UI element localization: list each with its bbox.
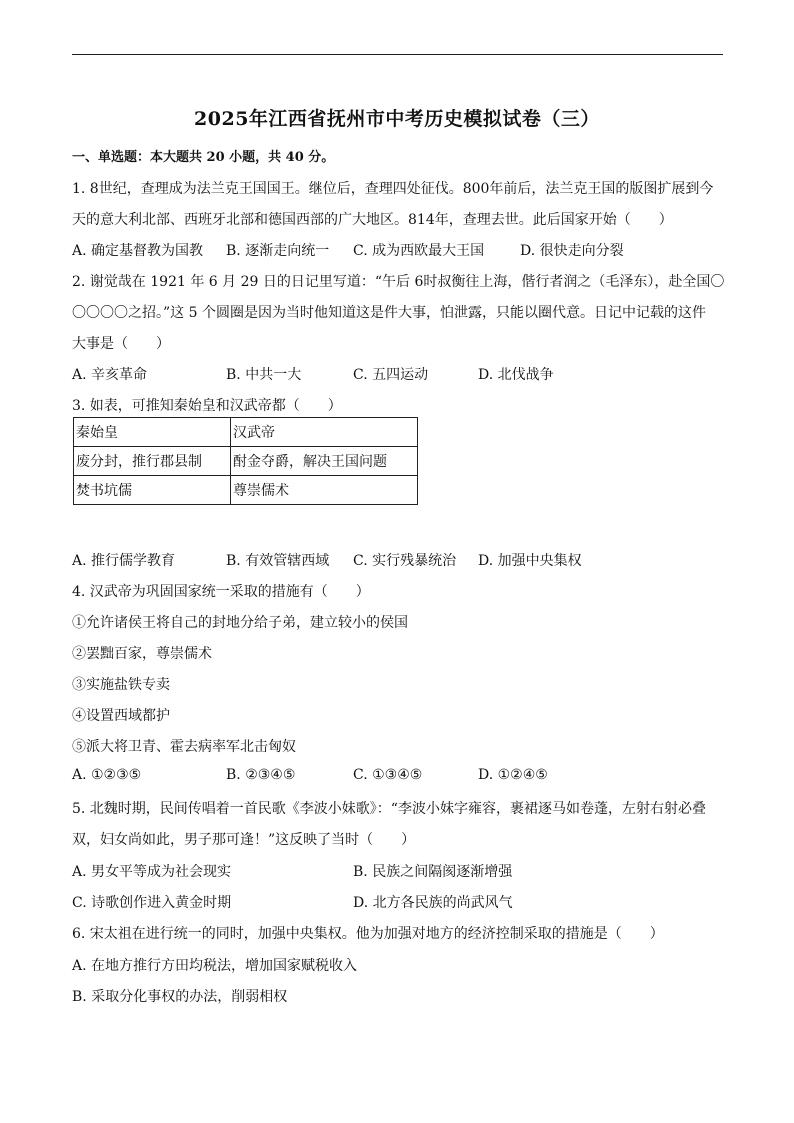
q1-option-a: A. 确定基督教为国教: [72, 243, 204, 259]
q4-option-a: A. ①②③⑤: [72, 767, 142, 783]
q4-item-2: ②罢黜百家，尊崇儒术: [72, 646, 212, 662]
q3-option-a: A. 推行儒学教育: [72, 553, 176, 569]
q5-option-a: A. 男女平等成为社会现实: [72, 864, 232, 880]
q1-stem-line-2: 天的意大利北部、西班牙北部和德国西部的广大地区。814年，查理去世。此后国家开始（ ）: [72, 212, 673, 228]
q5-option-c: C. 诗歌创作进入黄金时期: [72, 895, 232, 911]
q6-option-b: B. 采取分化事权的办法，削弱相权: [72, 989, 288, 1005]
q4-option-c: C. ①③④⑤: [353, 767, 423, 783]
section-heading: 一、单选题：本大题共 20 小题，共 40 分。: [72, 150, 335, 165]
q4-item-4: ④设置西域都护: [72, 708, 170, 724]
comparison-table: [73, 417, 418, 505]
table-row: [74, 447, 418, 476]
q4-item-5: ⑤派大将卫青、霍去病率军北击匈奴: [72, 739, 296, 755]
q2-option-d: D. 北伐战争: [478, 367, 554, 383]
q2-stem-line-2: 〇〇〇〇之招。”这 5 个圆圈是因为当时他知道这是件大事，怕泄露，只能以圈代意。日记中记载的这件: [72, 305, 706, 321]
q2-stem-line-1: 2. 谢觉哉在 1921 年 6 月 29 日的日记里写道：“午后 6时叔衡往上海，偕行者润之（毛泽东），赴全国〇: [72, 274, 725, 290]
table-cell: 汉武帝: [231, 418, 418, 447]
q2-stem-line-3: 大事是（ ）: [72, 336, 170, 352]
q1-stem-line-1: 1. 8世纪，查理成为法兰克王国国王。继位后，查理四处征伐。800年前后，法兰克王国的版图扩展到今: [72, 181, 714, 197]
q6-stem-line-1: 6. 宋太祖在进行统一的同时，加强中央集权。他为加强对地方的经济控制采取的措施是（ ）: [72, 926, 664, 942]
q4-option-d: D. ①②④⑤: [478, 767, 548, 783]
q2-option-a: A. 辛亥革命: [72, 367, 148, 383]
table-cell: 焚书坑儒: [74, 476, 231, 505]
q3-option-c: C. 实行残暴统治: [353, 553, 457, 569]
table-cell: 废分封，推行郡县制: [74, 447, 231, 476]
q3-option-d: D. 加强中央集权: [478, 553, 582, 569]
q2-option-b: B. 中共一大: [226, 367, 302, 383]
table-cell: 秦始皇: [74, 418, 231, 447]
q5-option-d: D. 北方各民族的尚武风气: [353, 895, 513, 911]
header-rule: [72, 54, 723, 55]
q5-stem-line-1: 5. 北魏时期，民间传唱着一首民歌《李波小妹歌》：“李波小妹字雍容，裹裙逐马如卷蓬，左射右射必叠: [72, 801, 706, 817]
q4-option-b: B. ②③④⑤: [226, 767, 296, 783]
q5-option-b: B. 民族之间隔阂逐渐增强: [353, 864, 513, 880]
q1-option-d: D. 很快走向分裂: [520, 243, 624, 259]
q3-stem-line-1: 3. 如表，可推知秦始皇和汉武帝都（ ）: [72, 398, 342, 414]
q4-stem-line-1: 4. 汉武帝为巩固国家统一采取的措施有（ ）: [72, 584, 370, 600]
table-cell: 酎金夺爵，解决王国问题: [231, 447, 418, 476]
q1-option-b: B. 逐渐走向统一: [226, 243, 330, 259]
q1-option-c: C. 成为西欧最大王国: [353, 243, 485, 259]
q4-item-3: ③实施盐铁专卖: [72, 677, 170, 693]
q3-option-b: B. 有效管辖西域: [226, 553, 330, 569]
q6-option-a: A. 在地方推行方田均税法，增加国家赋税收入: [72, 958, 358, 974]
q5-stem-line-2: 双，妇女尚如此，男子那可逢！”这反映了当时（ ）: [72, 832, 416, 848]
page-title: 2025年江西省抚州市中考历史模拟试卷（三）: [194, 108, 600, 130]
table-row: [74, 418, 418, 447]
table-row: [74, 476, 418, 505]
table-cell: 尊崇儒术: [231, 476, 418, 505]
q2-option-c: C. 五四运动: [353, 367, 429, 383]
q4-item-1: ①允许诸侯王将自己的封地分给子弟，建立较小的侯国: [72, 615, 408, 631]
